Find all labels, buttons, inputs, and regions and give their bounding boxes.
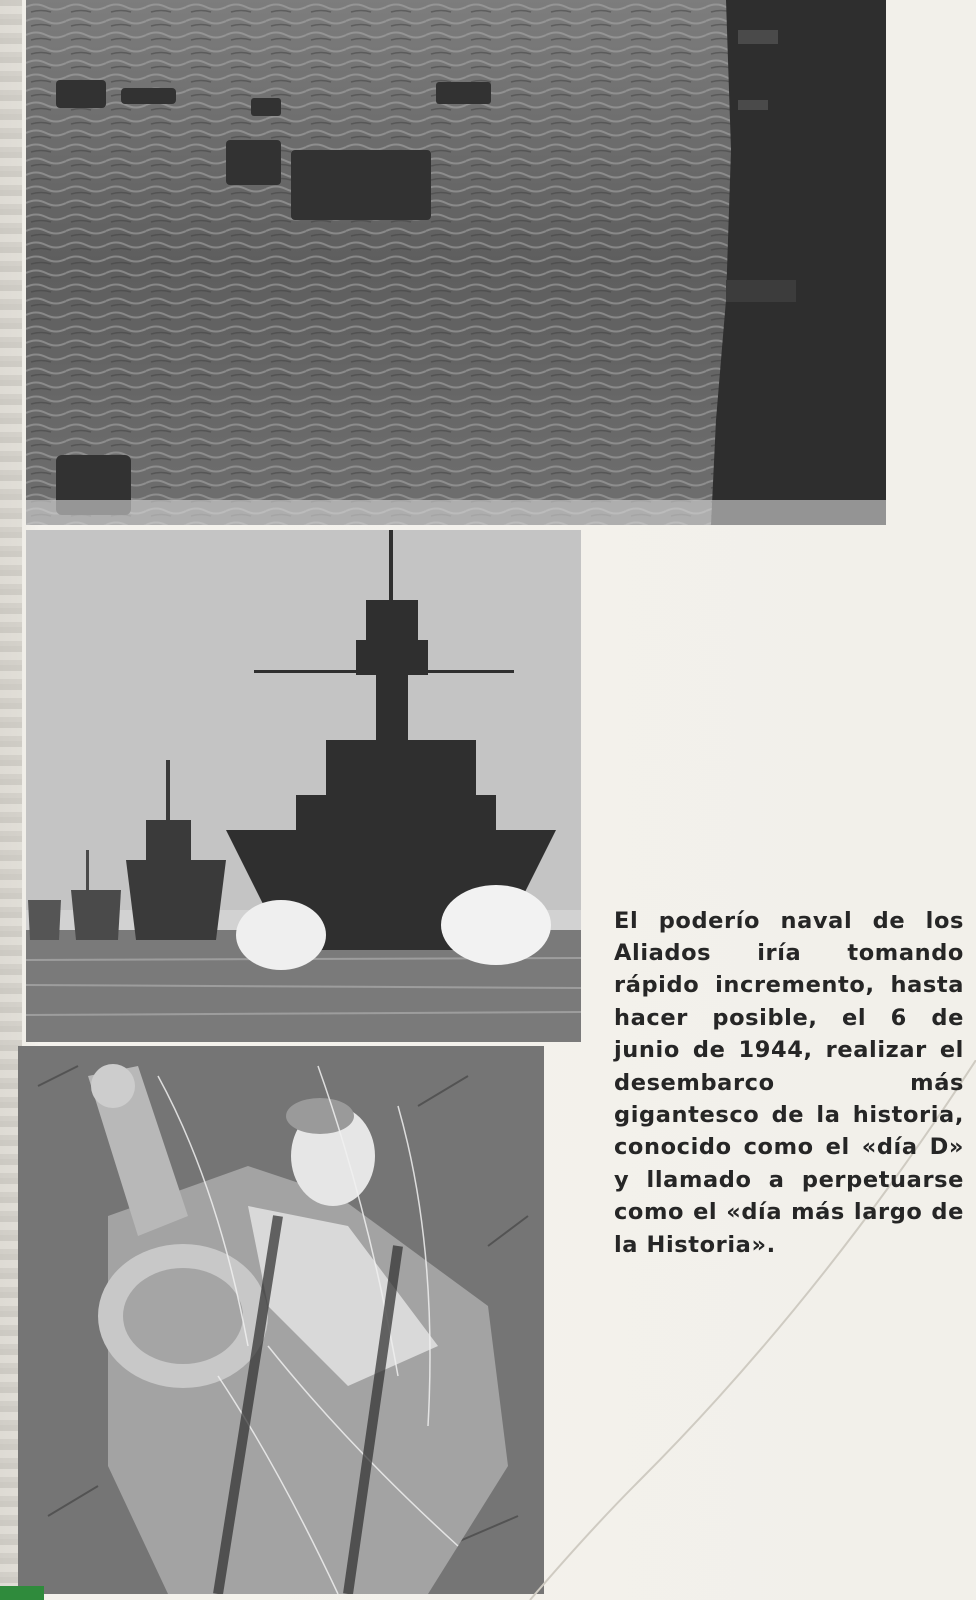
battleships-photo [26,530,581,1042]
landing-craft-illustration [26,0,886,525]
green-corner-tab [0,1586,44,1600]
paratrooper-photo [18,1046,544,1594]
landing-craft-photo [26,0,886,525]
paratrooper-illustration [18,1046,544,1594]
photo-caption: El poderío naval de los Aliados iría tomando rápido incremento, hasta hacer posible, el 6 de junio de 1944, realizar el desembarco más gigantesco de la historia, conocido como el «día D» y llamado a perpetuarse como el «día más largo de la Historia». [614,907,964,1258]
battleships-illustration [26,530,581,1042]
